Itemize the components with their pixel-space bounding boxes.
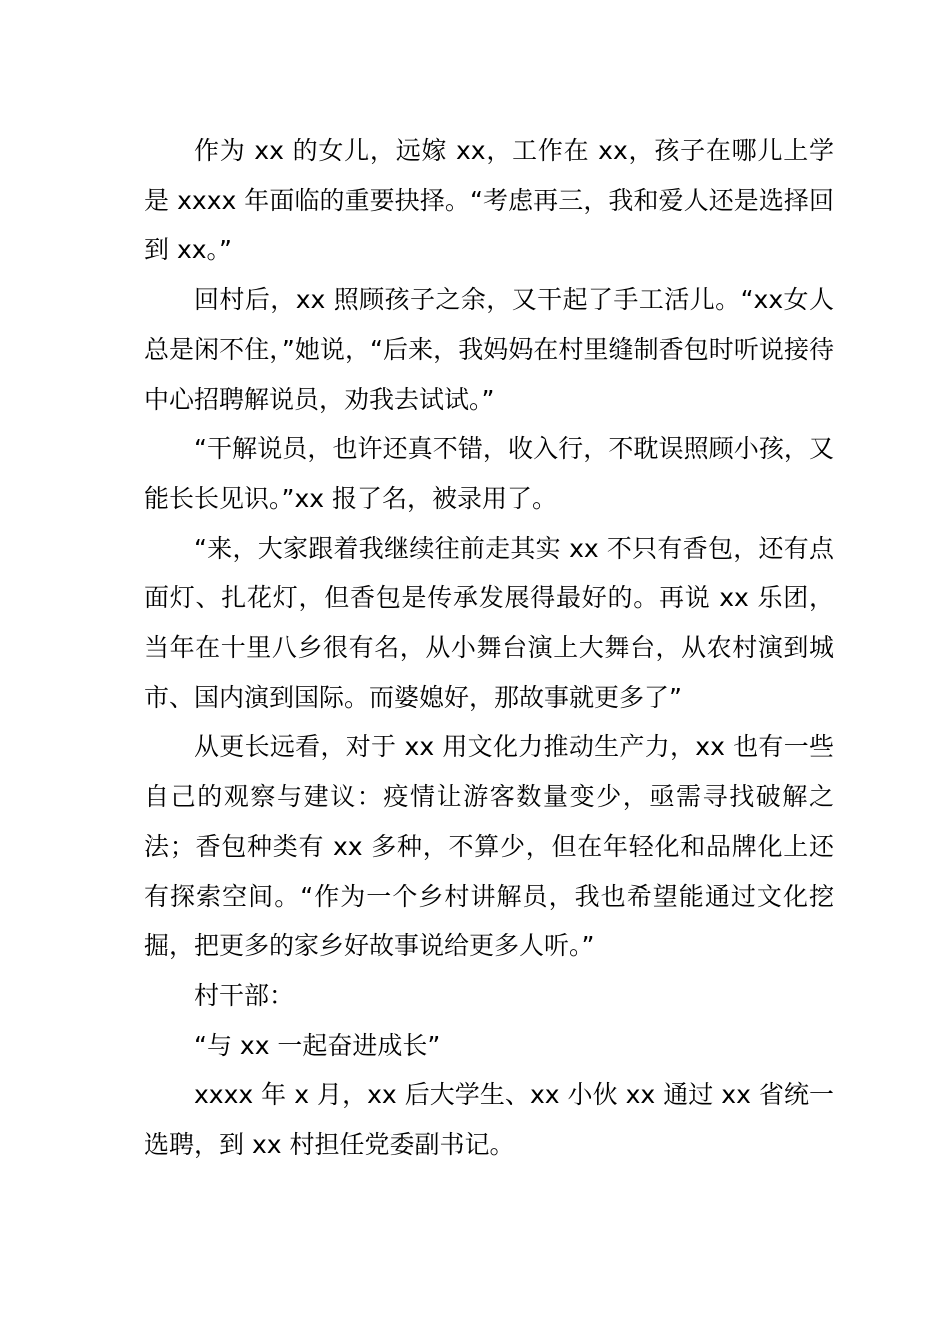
section-subheading: “与 xx 一起奋进成长” — [194, 1030, 441, 1060]
document-body — [144, 126, 834, 1170]
paragraph-3: “干解说员，也许还真不错，收入行，不耽误照顾小孩，又能长长见识。”xx 报了名，被录用了。 — [144, 434, 834, 513]
paragraph-2: 回村后，xx 照顾孩子之余，又干起了手工活儿。“xx女人总是闲不住，”她说，“后来，我妈妈在村里缝制香包时听说接待中心招聘解说员，劝我去试试。” — [144, 285, 834, 414]
paragraph-4: “来，大家跟着我继续往前走其实 xx 不只有香包，还有点面灯、扎花灯，但香包是传承发展得最好的。再说 xx 乐团，当年在十里八乡很有名，从小舞台演上大舞台，从农村演到城市、国内演到国际。而婆媳好，那故事就更多了” — [144, 533, 834, 712]
paragraph-5: 从更长远看，对于 xx 用文化力推动生产力，xx 也有一些自己的观察与建议：疫情让游客数量变少，亟需寻找破解之法；香包种类有 xx 多种，不算少，但在年轻化和品牌化上还有探索空间。“作为一个乡村讲解员，我也希望能通过文化挖掘，把更多的家乡好故事说给更多人听。” — [144, 732, 834, 961]
section-heading: 村干部： — [194, 980, 295, 1010]
paragraph-6: xxxx 年 x 月，xx 后大学生、xx 小伙 xx 通过 xx 省统一选聘，到 xx 村担任党委副书记。 — [144, 1080, 834, 1160]
paragraph-1: 作为 xx 的女儿，远嫁 xx，工作在 xx，孩子在哪儿上学是 xxxx 年面临的重要抉择。“考虑再三，我和爱人还是选择回到 xx。” — [144, 136, 834, 265]
